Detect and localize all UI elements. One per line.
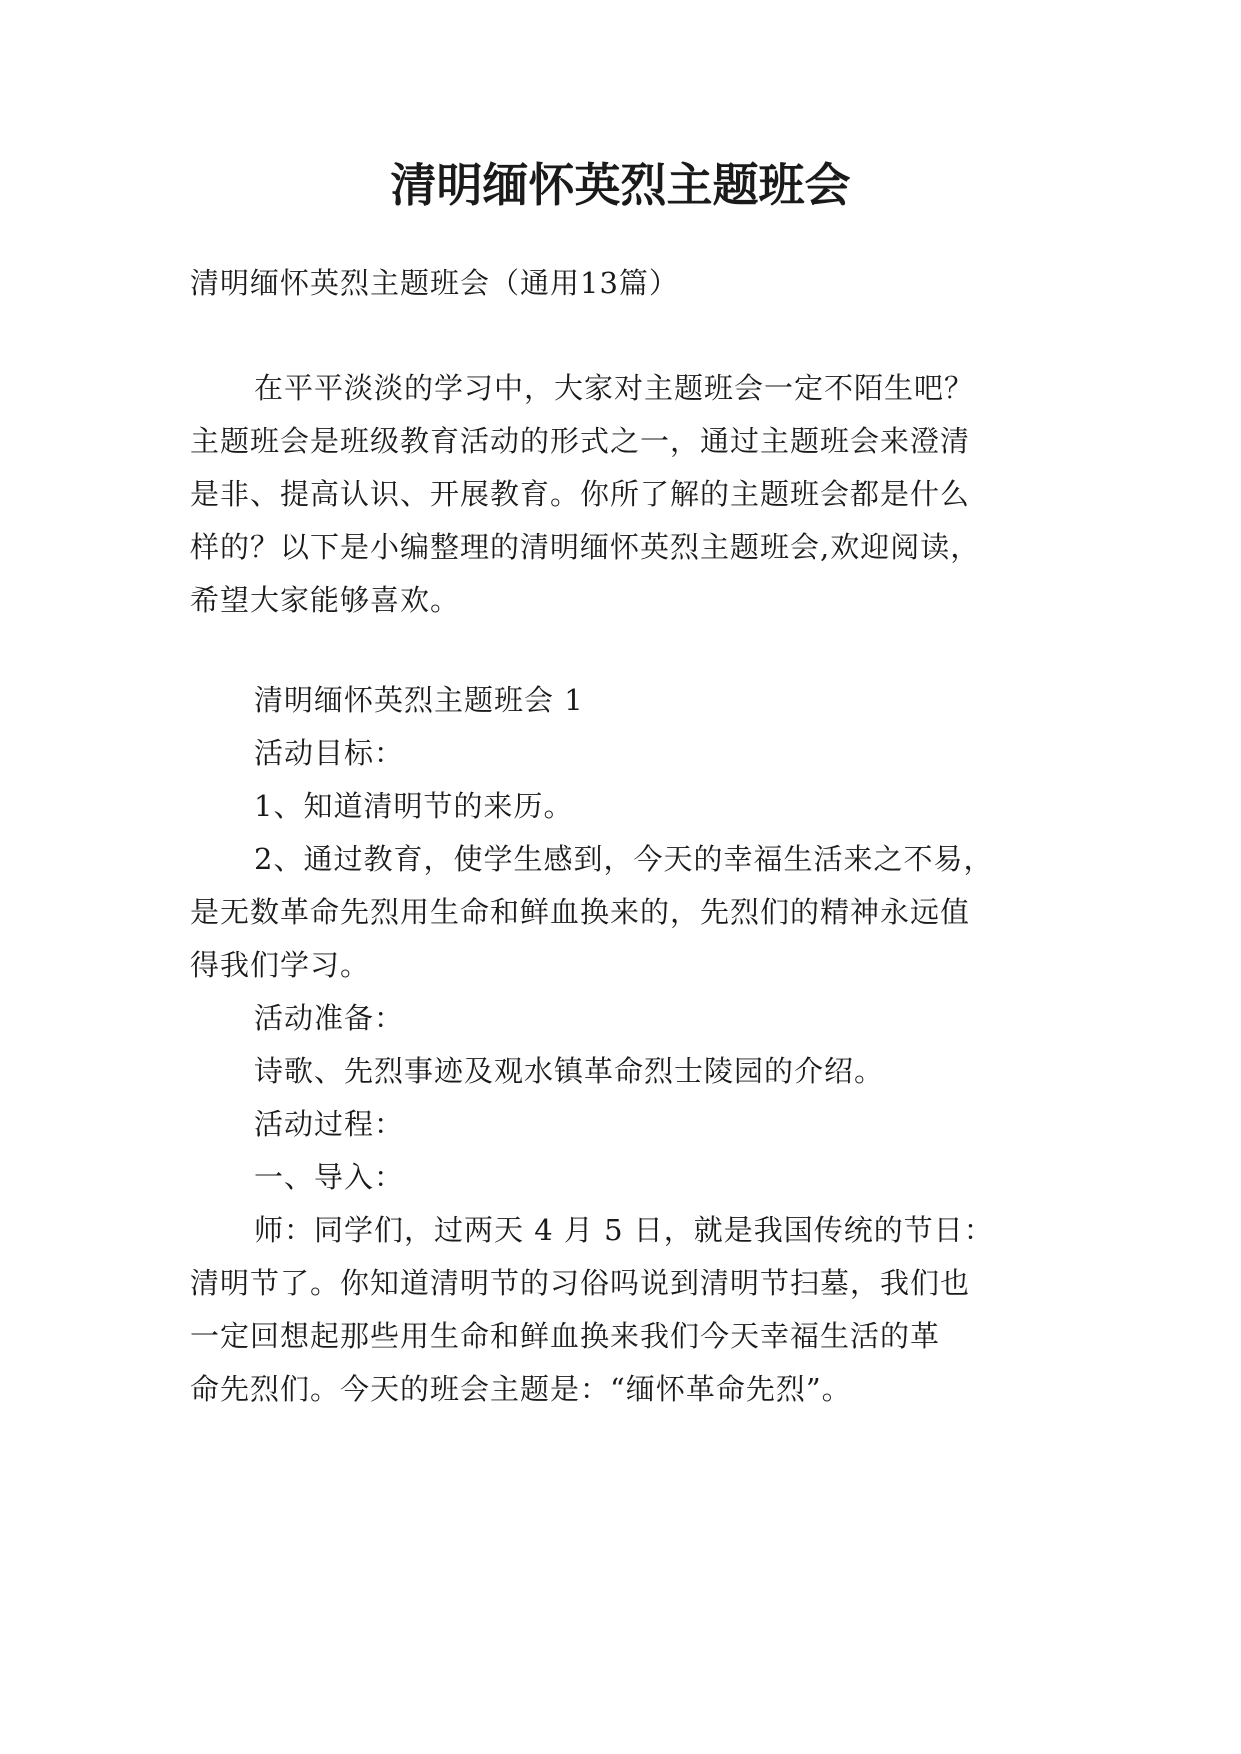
- prep-label: 活动准备：: [254, 1001, 405, 1035]
- section-heading: 清明缅怀英烈主题班会 1: [254, 683, 584, 717]
- goal-label: 活动目标：: [254, 736, 405, 770]
- document-title: 清明缅怀英烈主题班会: [390, 158, 851, 212]
- intro-line: 主题班会是班级教育活动的形式之一，通过主题班会来澄清: [190, 424, 971, 458]
- teacher-line: 命先烈们。今天的班会主题是：“缅怀革命先烈”。: [190, 1372, 852, 1406]
- intro-line: 希望大家能够喜欢。: [190, 583, 461, 617]
- teacher-line: 师：同学们，过两天 4 月 5 日，就是我国传统的节日：: [254, 1213, 994, 1247]
- teacher-line: 清明节了。你知道清明节的习俗吗说到清明节扫墓，我们也: [190, 1266, 971, 1300]
- goal-item-2-line: 得我们学习。: [190, 948, 371, 982]
- intro-step: 一、导入：: [254, 1160, 405, 1194]
- intro-line: 是非、提高认识、开展教育。你所了解的主题班会都是什么: [190, 477, 971, 511]
- prep-text: 诗歌、先烈事迹及观水镇革命烈士陵园的介绍。: [254, 1054, 885, 1088]
- process-label: 活动过程：: [254, 1107, 405, 1141]
- intro-line: 样的？以下是小编整理的清明缅怀英烈主题班会,欢迎阅读，: [190, 530, 981, 564]
- goal-item-2-line: 是无数革命先烈用生命和鲜血换来的，先烈们的精神永远值: [190, 895, 971, 929]
- teacher-line: 一定回想起那些用生命和鲜血换来我们今天幸福生活的革: [190, 1319, 941, 1353]
- document-subtitle: 清明缅怀英烈主题班会（通用13篇）: [190, 266, 679, 300]
- goal-item-1: 1、知道清明节的来历。: [254, 789, 574, 823]
- intro-line: 在平平淡淡的学习中，大家对主题班会一定不陌生吧？: [254, 371, 975, 405]
- goal-item-2-line: 2、通过教育，使学生感到，今天的幸福生活来之不易，: [254, 842, 994, 876]
